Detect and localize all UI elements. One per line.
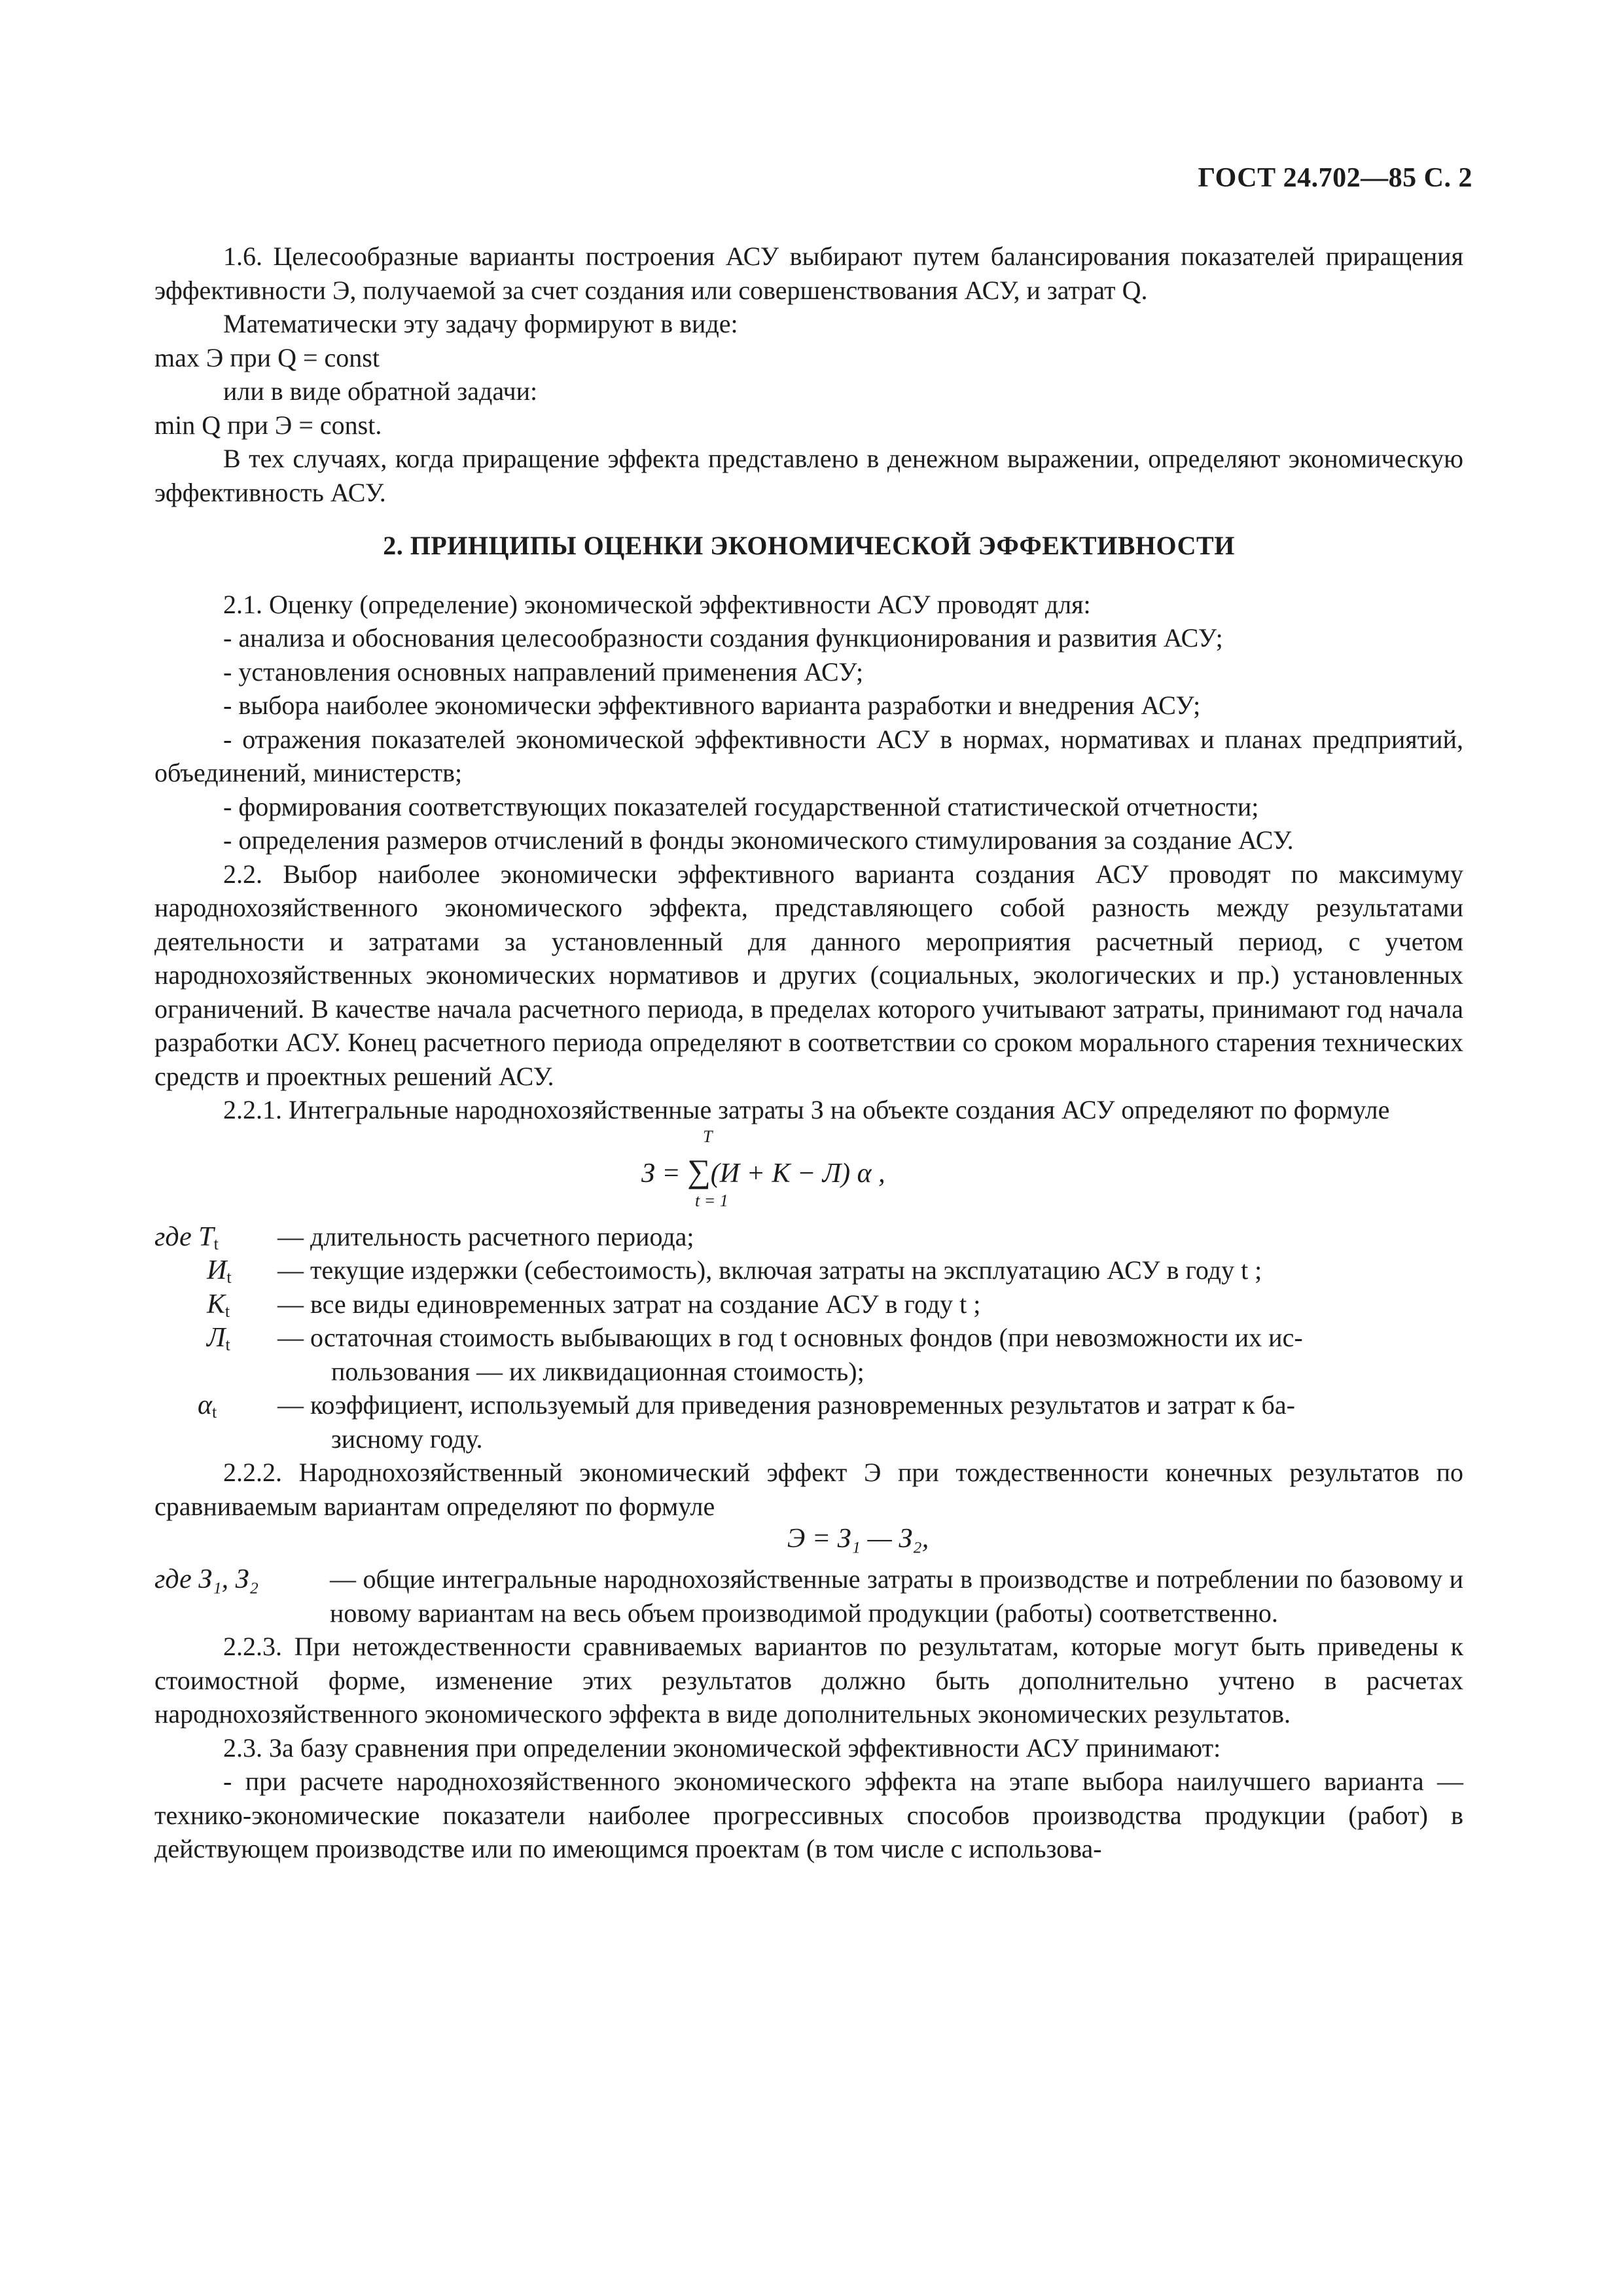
definition-symbol: $Л_t$: [207, 1323, 230, 1354]
definition-text: — остаточная стоимость выбывающих в год t основных фондов (при невозможности их ис- пользования — их ликвидационная стоимость);: [277, 1323, 1303, 1386]
definition-row: [154, 1562, 1463, 1630]
list-item: - при расчете народнохозяйственного экономического эффекта на этапе выбора наилучшего варианта — технико-экономические показатели наиболее прогрессивных способов производства продукции (работ) в действующем производстве или по имеющимся проектам (в том числе с использова-: [154, 1767, 1463, 1863]
paragraph-2-1: 2.1. Оценку (определение) экономической эффективности АСУ проводят для:: [223, 589, 1091, 619]
definition-symbol: $\alpha_t$: [198, 1390, 217, 1422]
paragraph-1-6: 1.6. Целесообразные варианты построения АСУ выбирают путем балансирования показателей приращения эффективности Э, получаемой за счет создания или совершенствования АСУ, и затрат Q.: [154, 242, 1463, 305]
formula-effect: Э = З₁ — З₂,: [787, 1524, 929, 1554]
definition-symbol: $И_t$: [207, 1255, 232, 1287]
page-header: ГОСТ 24.702—85 С. 2: [1198, 163, 1472, 193]
definition-row: [154, 1220, 1463, 1254]
definition-row: [154, 1287, 1463, 1321]
sum-symbol: ∑: [687, 1152, 711, 1189]
definition-text: — все виды единовременных затрат на создание АСУ в году t ;: [277, 1289, 981, 1319]
paragraph-math: Математически эту задачу формируют в виде:: [223, 309, 738, 338]
paragraph-money: В тех случаях, когда приращение эффекта представлено в денежном выражении, определяют экономическую эффективность АСУ.: [154, 444, 1463, 507]
list-item: - отражения показателей экономической эффективности АСУ в нормах, нормативах и планах предприятий, объединений, министерств;: [154, 724, 1463, 787]
section-heading-2: 2. ПРИНЦИПЫ ОЦЕНКИ ЭКОНОМИЧЕСКОЙ ЭФФЕКТИВНОСТИ: [383, 531, 1235, 560]
definition-symbol: $К_t$: [207, 1289, 230, 1321]
definition-row: [154, 1388, 1463, 1456]
list-item: - определения размеров отчислений в фонды экономического стимулирования за создание АСУ.: [223, 825, 1294, 855]
definition-text: — текущие издержки (себестоимость), включая затраты на эксплуатацию АСУ в году t ;: [277, 1255, 1262, 1285]
paragraph-2-2-2: 2.2.2. Народнохозяйственный экономический эффект Э при тождественности конечных результатов по сравниваемым вариантам определяют по формуле: [154, 1458, 1463, 1521]
definition-text: — коэффициент, используемый для приведения разновременных результатов и затрат к ба- зисному году.: [277, 1390, 1295, 1454]
line-min: min Q при Э = const.: [154, 410, 382, 440]
paragraph-2-2-1: 2.2.1. Интегральные народнохозяйственные затраты З на объекте создания АСУ определяют по формуле: [223, 1095, 1390, 1124]
formula-body: (И + К − Л) α ,: [710, 1158, 885, 1189]
paragraph-2-3: 2.3. За базу сравнения при определении экономической эффективности АСУ принимают:: [223, 1732, 1221, 1763]
list-item: - установления основных направлений применения АСУ;: [223, 656, 864, 687]
line-or: или в виде обратной задачи:: [223, 376, 538, 406]
list-item: - формирования соответствующих показателей государственной статистической отчетности;: [223, 791, 1259, 821]
definitions-list-2: [154, 1562, 1463, 1630]
definition-symbol: где З₁, З₂: [154, 1564, 259, 1594]
definition-row: [154, 1321, 1463, 1388]
formula-integral-costs: [154, 1127, 1463, 1220]
definitions-list: [154, 1220, 1463, 1456]
formula-lhs: З =: [641, 1158, 688, 1189]
page-body: [154, 240, 1463, 1866]
definition-text: — общие интегральные народнохозяйственные затраты в производстве и потреблении по базовому и новому вариантам на весь объем производимой продукции (работы) соответственно.: [330, 1564, 1463, 1628]
definition-text: — длительность расчетного периода;: [277, 1221, 694, 1251]
sum-upper-limit: T: [703, 1126, 713, 1146]
definition-row: [154, 1253, 1463, 1287]
formula-main: [641, 1152, 885, 1190]
paragraph-2-2-3: 2.2.3. При нетождественности сравниваемых вариантов по результатам, которые могут быть приведены к стоимостной форме, изменение этих результатов должно быть дополнительно учтено в расчетах народнохозяйственного экономического эффекта в виде дополнительных экономических результатов.: [154, 1632, 1463, 1729]
definition-symbol: где $T_t$: [154, 1221, 219, 1253]
list-item: - анализа и обоснования целесообразности создания функционирования и развития АСУ;: [223, 623, 1223, 653]
paragraph-2-2: 2.2. Выбор наиболее экономически эффективного варианта создания АСУ проводят по максимуму народнохозяйственного экономического эффекта, представляющего собой разность между результатами деятельности и затратами за установленный для данного мероприятия расчетный период, с учетом народнохозяйственных экономических нормативов и других (социальных, экологических и пр.) установленных ограничений. В качестве начала расчетного периода, в пределах которого учитывают затраты, принимают год начала разработки АСУ. Конец расчетного периода определяют в соответствии со сроком морального старения технических средств и проектных решений АСУ.: [154, 859, 1463, 1091]
list-item: - выбора наиболее экономически эффективного варианта разработки и внедрения АСУ;: [223, 691, 1201, 720]
sum-lower-limit: t = 1: [695, 1191, 728, 1210]
line-max: max Э при Q = const: [154, 342, 380, 372]
